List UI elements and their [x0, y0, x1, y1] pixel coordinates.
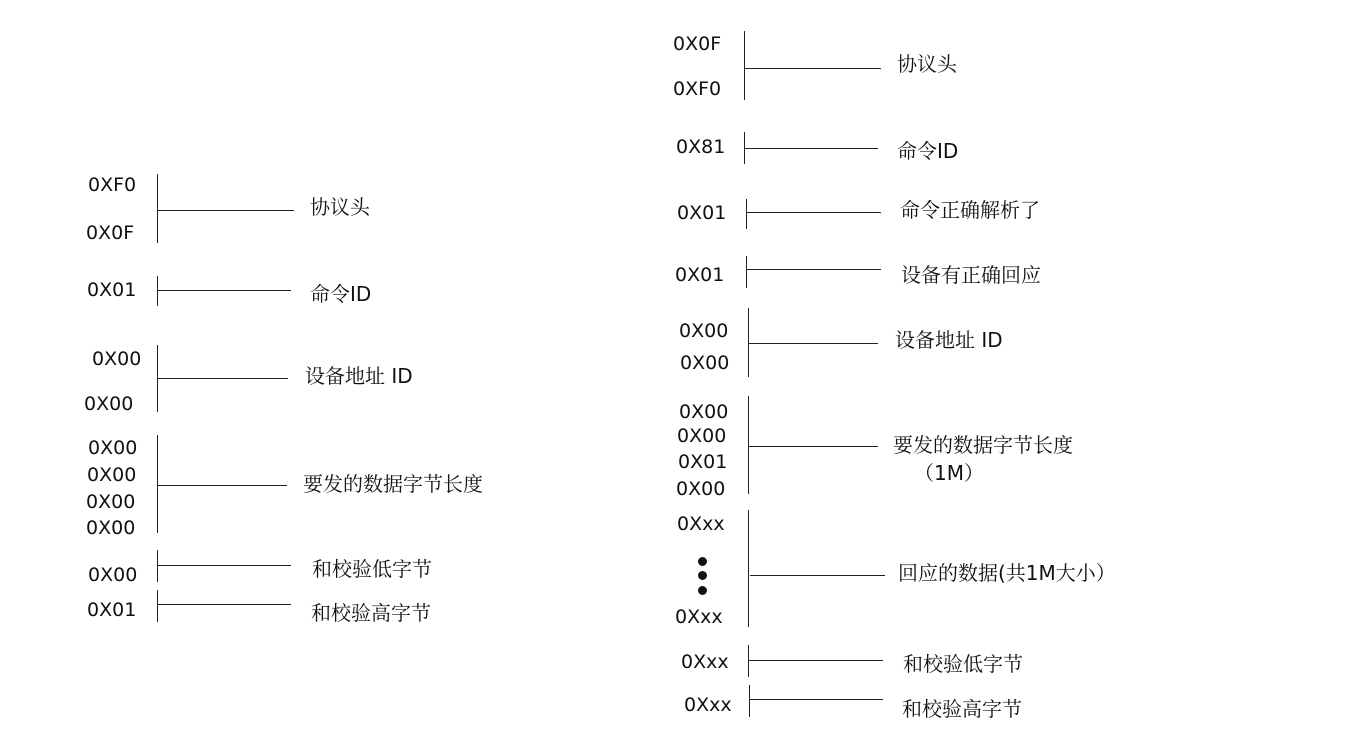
field-label: 要发的数据字节长度 [303, 472, 483, 496]
byte-value: 0X00 [677, 425, 727, 447]
leader-line [744, 68, 881, 69]
byte-value: 0Xxx [677, 513, 725, 535]
leader-line [157, 604, 291, 605]
leader-line [157, 485, 287, 486]
field-label: 命令ID [897, 139, 959, 163]
byte-value: 0X01 [87, 599, 137, 621]
ellipsis-dot [698, 586, 707, 595]
byte-value: 0X01 [677, 202, 727, 224]
bracket-line [746, 199, 747, 229]
byte-value: 0X0F [86, 222, 135, 244]
field-label: 回应的数据(共1M大小） [898, 561, 1116, 585]
byte-value: 0X00 [679, 401, 729, 423]
leader-line [750, 575, 885, 576]
leader-line [157, 290, 291, 291]
byte-value: 0X00 [88, 564, 138, 586]
field-label: 命令ID [310, 282, 372, 306]
field-label: 协议头 [310, 195, 370, 219]
byte-value: 0Xxx [681, 651, 729, 673]
field-label: 和校验低字节 [312, 557, 432, 581]
bracket-line [746, 256, 747, 288]
byte-value: 0X01 [675, 264, 725, 286]
byte-value: 0X01 [87, 279, 137, 301]
leader-line [746, 269, 881, 270]
bracket-line [744, 31, 745, 100]
byte-value: 0X00 [86, 517, 136, 539]
bracket-line [748, 510, 749, 627]
field-label: 和校验低字节 [903, 652, 1023, 676]
field-label: 和校验高字节 [311, 601, 431, 625]
bracket-line [748, 396, 749, 494]
byte-value: 0X00 [676, 478, 726, 500]
leader-line [748, 446, 878, 447]
byte-value: 0X00 [88, 437, 138, 459]
leader-line [746, 212, 881, 213]
byte-value: 0X81 [676, 136, 726, 158]
field-label: 设备地址 ID [305, 364, 413, 388]
byte-value: 0X00 [84, 393, 134, 415]
byte-value: 0X00 [679, 320, 729, 342]
bracket-line [749, 685, 750, 717]
bracket-line [157, 174, 158, 243]
leader-line [748, 343, 878, 344]
leader-line [748, 660, 883, 661]
leader-line [749, 699, 883, 700]
leader-line [744, 148, 878, 149]
field-label: 协议头 [897, 52, 957, 76]
byte-value: 0X00 [86, 491, 136, 513]
byte-value: 0X00 [92, 348, 142, 370]
field-label: 命令正确解析了 [900, 198, 1040, 222]
field-label-subline: （1M） [914, 461, 984, 485]
byte-value: 0X01 [678, 451, 728, 473]
leader-line [157, 378, 288, 379]
byte-value: 0Xxx [675, 606, 723, 628]
byte-value: 0X0F [673, 33, 722, 55]
field-label: 要发的数据字节长度 [893, 433, 1073, 457]
field-label: 设备有正确回应 [901, 263, 1041, 287]
leader-line [157, 210, 294, 211]
field-label: 设备地址 ID [895, 328, 1003, 352]
byte-value: 0XF0 [88, 174, 137, 196]
byte-value: 0X00 [87, 464, 137, 486]
leader-line [157, 565, 291, 566]
bracket-line [157, 590, 158, 622]
field-label: 和校验高字节 [902, 697, 1022, 721]
bracket-line [157, 435, 158, 533]
byte-value: 0XF0 [673, 78, 722, 100]
ellipsis-dot [698, 557, 707, 566]
byte-value: 0X00 [680, 352, 730, 374]
ellipsis-dot [698, 571, 707, 580]
byte-value: 0Xxx [684, 694, 732, 716]
